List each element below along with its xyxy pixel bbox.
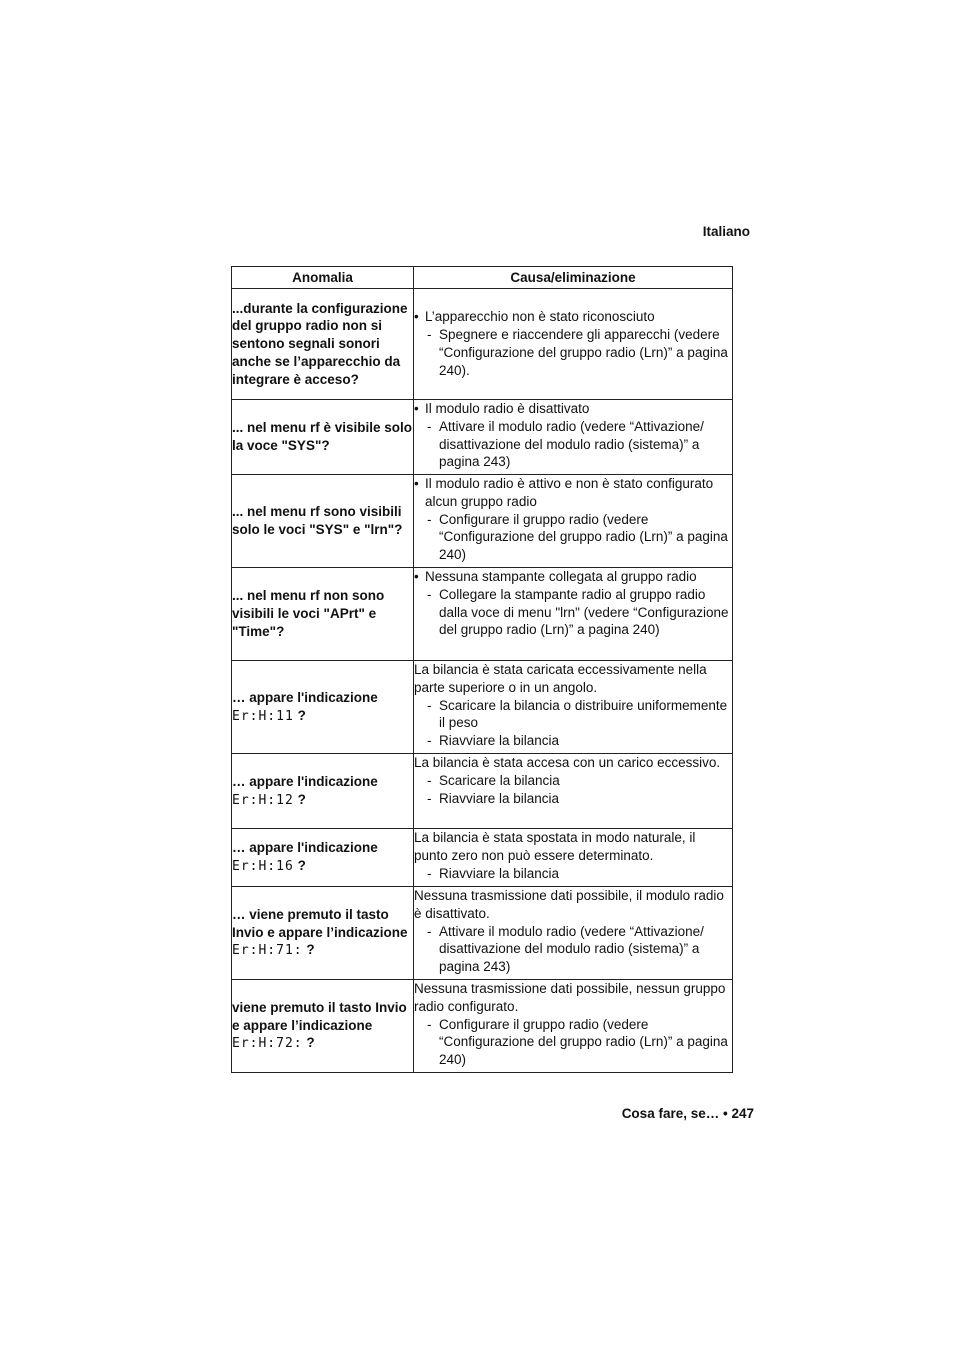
header-causa: Causa/eliminazione <box>414 267 733 289</box>
cause-cell <box>414 400 733 475</box>
cause-dash: - Scaricare la bilancia <box>427 772 560 788</box>
error-code: Er:H:72: <box>232 1036 303 1052</box>
error-code: Er:H:11 <box>232 708 294 724</box>
cause-bullet: • Nessuna stampante collegata al gruppo radio <box>414 569 697 584</box>
cause-text: Nessuna trasmissione dati possibile, il modulo radio è disattivato. <box>414 888 724 921</box>
cause-dash: - Spegnere e riaccendere gli apparecchi (vedere “Configurazione del gruppo radio (Lrn)” a pagina 240). <box>427 327 728 378</box>
anomaly-cell: … appare l'indicazione Er:H:16 ? <box>232 829 414 887</box>
anomaly-cell: … appare l'indicazione Er:H:11 ? <box>232 661 414 754</box>
anomaly-cell: ... nel menu rf sono visibili solo le voci "SYS" e "lrn"? <box>232 475 414 568</box>
cause-cell <box>414 829 733 887</box>
cause-bullet: • L’apparecchio non è stato riconosciuto <box>414 309 655 325</box>
table-row <box>232 400 733 475</box>
table-row <box>232 568 733 661</box>
cause-cell <box>414 289 733 400</box>
anomaly-cell: viene premuto il tasto Invio e appare l’indicazione Er:H:72: ? <box>232 980 414 1073</box>
error-code: Er:H:71: <box>232 943 303 959</box>
troubleshooting-table <box>231 266 733 1073</box>
error-code: Er:H:12 <box>232 792 294 808</box>
cause-bullet: • Il modulo radio è disattivato <box>414 401 590 416</box>
language-label: Italiano <box>702 224 750 239</box>
cause-cell <box>414 980 733 1073</box>
anomaly-cell: ... nel menu rf è visibile solo la voce "SYS"? <box>232 400 414 475</box>
cause-text: La bilancia è stata accesa con un carico eccessivo. <box>414 755 721 770</box>
cause-dash: - Riavviare la bilancia <box>427 790 560 806</box>
cause-dash: - Riavviare la bilancia <box>427 865 560 881</box>
cause-dash: - Configurare il gruppo radio (vedere “Configurazione del gruppo radio (Lrn)” a pagina 240) <box>427 1016 728 1068</box>
error-code: Er:H:16 <box>232 859 294 874</box>
cause-text: La bilancia è stata caricata eccessivamente nella parte superiore o in un angolo. <box>414 662 707 695</box>
table-row <box>232 980 733 1073</box>
header-anomalia: Anomalia <box>232 267 414 289</box>
anomaly-cell: ...durante la configurazione del gruppo radio non si sentono segnali sonori anche se l’apparecchio da integrare è acceso? <box>232 289 414 400</box>
table-row <box>232 661 733 754</box>
cause-dash: - Configurare il gruppo radio (vedere “Configurazione del gruppo radio (Lrn)” a pagina 240) <box>427 511 728 563</box>
cause-dash: - Riavviare la bilancia <box>427 733 560 749</box>
cause-dash: - Attivare il modulo radio (vedere “Attivazione/ disattivazione del modulo radio (sistema)” a pagina 243) <box>427 923 704 975</box>
cause-cell <box>414 754 733 829</box>
cause-cell <box>414 568 733 661</box>
page-footer: Cosa fare, se… • 247 <box>621 1106 754 1121</box>
anomaly-cell: … appare l'indicazione Er:H:12 ? <box>232 754 414 829</box>
table-row <box>232 887 733 980</box>
cause-bullet: • Il modulo radio è attivo e non è stato configurato alcun gruppo radio <box>414 476 714 509</box>
anomaly-cell: ... nel menu rf non sono visibili le voci "APrt" e "Time"? <box>232 568 414 661</box>
cause-cell <box>414 661 733 754</box>
cause-cell <box>414 887 733 980</box>
anomaly-cell: … viene premuto il tasto Invio e appare l’indicazione Er:H:71: ? <box>232 887 414 980</box>
table-header-row <box>232 267 733 289</box>
table-row <box>232 829 733 887</box>
table-row <box>232 289 733 400</box>
cause-dash: - Collegare la stampante radio al gruppo radio dalla voce di menu "lrn" (vedere “Configurazione del gruppo radio (Lrn)” a pagina 240) <box>427 586 729 638</box>
cause-cell <box>414 475 733 568</box>
table-row <box>232 475 733 568</box>
cause-text: Nessuna trasmissione dati possibile, nessun gruppo radio configurato. <box>414 981 726 1014</box>
cause-dash: - Scaricare la bilancia o distribuire uniformemente il peso <box>427 697 728 731</box>
cause-dash: - Attivare il modulo radio (vedere “Attivazione/ disattivazione del modulo radio (sistema)” a pagina 243) <box>427 418 704 470</box>
cause-text: La bilancia è stata spostata in modo naturale, il punto zero non può essere determinato. <box>414 830 696 863</box>
table-row <box>232 754 733 829</box>
